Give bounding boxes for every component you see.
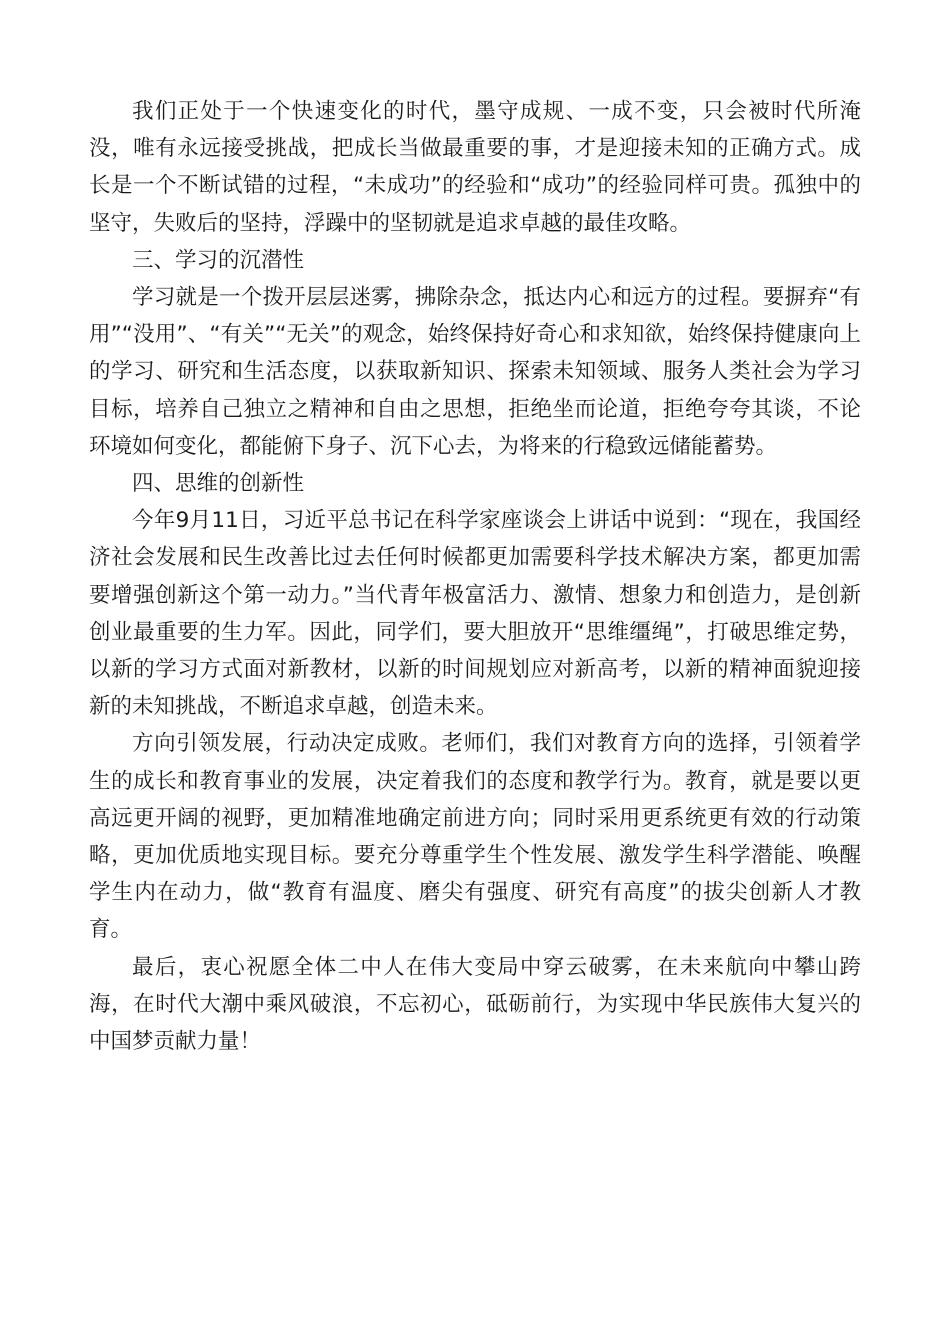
paragraph-growth: 我们正处于一个快速变化的时代，墨守成规、一成不变，只会被时代所淹没，唯有永远接受挑战，把成长当做最重要的事，才是迎接未知的正确方式。成长是一个不断试错的过程，“未成功”的经验和“成功”的经验同样可贵。孤独中的坚守，失败后的坚持，浮躁中的坚韧就是追求卓越的最佳攻略。 (89, 99, 861, 236)
document-body (89, 93, 861, 1060)
section-heading-learning: 三、学习的沉潜性 (132, 247, 305, 273)
paragraph-closing: 最后，衷心祝愿全体二中人在伟大变局中穿云破雾，在未来航向中攀山跨海，在时代大潮中乘风破浪，不忘初心，砥砺前行，为实现中华民族伟大复兴的中国梦贡献力量！ (89, 954, 861, 1055)
section-heading-innovation: 四、思维的创新性 (132, 471, 305, 497)
paragraph-direction: 方向引领发展，行动决定成败。老师们，我们对教育方向的选择，引领着学生的成长和教育事业的发展，决定着我们的态度和教学行为。教育，就是要以更高远更开阔的视野，更加精准地确定前进方向；同时采用更系统更有效的行动策略，更加优质地实现目标。要充分尊重学生个性发展、激发学生科学潜能、唤醒学生内在动力，做“教育有温度、磨尖有强度、研究有高度”的拔尖创新人才教育。 (89, 731, 861, 943)
paragraph-learning: 学习就是一个拨开层层迷雾，拂除杂念，抵达内心和远方的过程。要摒弃“有用”“没用”、“有关”“无关”的观念，始终保持好奇心和求知欲，始终保持健康向上的学习、研究和生活态度，以获取新知识、探索未知领域、服务人类社会为学习目标，培养自己独立之精神和自由之思想，拒绝坐而论道，拒绝夸夸其谈，不论环境如何变化，都能俯下身子、沉下心去，为将来的行稳致远储能蓄势。 (89, 285, 861, 459)
paragraph-innovation: 今年9月11日，习近平总书记在科学家座谈会上讲话中说到：“现在，我国经济社会发展和民生改善比过去任何时候都更加需要科学技术解决方案，都更加需要增强创新这个第一动力。”当代青年极富活力、激情、想象力和创造力，是创新创业最重要的生力军。因此，同学们，要大胆放开“思维缰绳”，打破思维定势，以新的学习方式面对新教材，以新的时间规划应对新高考，以新的精神面貌迎接新的未知挑战，不断追求卓越，创造未来。 (89, 508, 861, 720)
